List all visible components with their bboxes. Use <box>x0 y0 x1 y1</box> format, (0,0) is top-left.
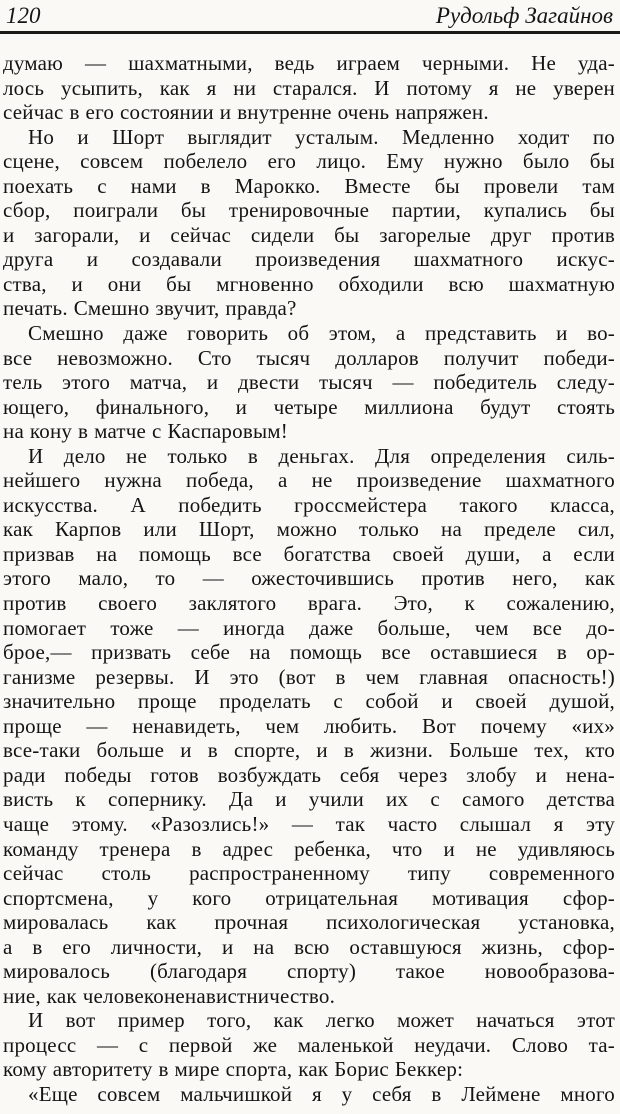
text-line: спортсмена, у кого отрицательная мотивация сфор- <box>3 885 615 910</box>
text-line: печать. Смешно звучит, правда? <box>3 296 297 321</box>
text-line: все невозможно. Сто тысяч долларов получит победи- <box>3 345 615 370</box>
text-line: И дело не только в деньгах. Для определения силь- <box>28 443 615 468</box>
text-line: нейшего нужна победа, а не произведение шахматного <box>3 468 615 493</box>
page-number: 120 <box>6 3 41 28</box>
text-line: тель этого матча, и двести тысяч — победитель следу- <box>3 370 615 395</box>
text-line: ганизме резервы. И это (вот в чем главная опасность!) <box>3 664 615 689</box>
text-line: а в его личности, и на всю оставшуюся жизнь, сфор- <box>3 934 615 959</box>
text-line: проще — ненавидеть, чем любить. Вот почему «их» <box>3 713 615 738</box>
text-line: на кону в матче с Каспаровым! <box>3 419 288 444</box>
text-line: Но и Шорт выглядит усталым. Медленно ходит по <box>28 124 615 149</box>
paragraph <box>3 1082 615 1107</box>
text-line: призвав на помощь все богатства своей души, а если <box>3 541 615 566</box>
text-line: против своего заклятого врага. Это, к сожалению, <box>3 591 615 616</box>
paragraph <box>3 321 615 444</box>
paragraph <box>3 444 615 1009</box>
text-line: сцене, совсем побелело его лицо. Ему нужно было бы <box>3 149 615 174</box>
paragraph <box>3 1008 615 1082</box>
text-line: лось усыпить, как я ни старался. И потому я не уверен <box>3 75 615 100</box>
text-line: все-таки больше и в спорте, и в жизни. Больше тех, кто <box>3 738 615 763</box>
text-line: искусства. А победить гроссмейстера такого класса, <box>3 492 615 517</box>
text-line: мировалось (благодаря спорту) такое новообразова- <box>3 959 615 984</box>
text-line: ющего, финального, и четыре миллиона будут стоять <box>3 394 615 419</box>
text-line: мировалась как прочная психологическая установка, <box>3 910 615 935</box>
text-line: сейчас в его состоянии и внутренне очень напряжен. <box>3 100 489 125</box>
text-line: «Еще совсем мальчишкой я у себя в Леймене много <box>28 1081 615 1106</box>
running-head-author: Рудольф Загайнов <box>435 3 613 28</box>
paragraph <box>3 51 615 125</box>
text-line: поехать с нами в Марокко. Вместе бы провели там <box>3 173 615 198</box>
text-line: значительно проще проделать с собой и своей душой, <box>3 689 615 714</box>
text-line: ради победы готов возбуждать себя через злобу и нена- <box>3 762 615 787</box>
paragraph <box>3 125 615 321</box>
text-line: чаще этому. «Разозлись!» — так часто слышал я эту <box>3 811 615 836</box>
text-line: Смешно даже говорить об этом, а представить и во- <box>28 321 615 346</box>
text-line: как Карпов или Шорт, можно только на пределе сил, <box>3 517 615 542</box>
text-line: кому авторитету в мире спорта, как Борис Беккер: <box>3 1057 464 1082</box>
page-body <box>0 34 620 1107</box>
text-line: процесс — с первой же маленькой неудачи. Слово та- <box>3 1032 615 1057</box>
text-line: помогает тоже — иногда даже больше, чем все до- <box>3 615 615 640</box>
text-line: этого мало, то — ожесточившись против него, как <box>3 566 615 591</box>
running-header <box>0 0 620 30</box>
text-line: команду тренера в адрес ребенка, что и не удивляюсь <box>3 836 615 861</box>
text-line: сбор, поиграли бы тренировочные партии, купались бы <box>3 198 615 223</box>
text-line: друга и создавали произведения шахматного искус- <box>3 247 615 272</box>
text-line: ства, и они бы мгновенно обходили всю шахматную <box>3 271 615 296</box>
text-line: думаю — шахматными, ведь играем черными. Не уда- <box>3 51 615 75</box>
text-line: ние, как человеконенавистничество. <box>3 983 336 1008</box>
text-line: висть к сопернику. Да и учили их с самого детства <box>3 787 615 812</box>
text-line: И вот пример того, как легко может начаться этот <box>28 1008 615 1033</box>
text-line: и загорали, и сейчас сидели бы загорелые друг против <box>3 222 615 247</box>
text-line: сейчас столь распространенному типу современного <box>3 861 615 886</box>
text-line: брое,— призвать себе на помощь все оставшиеся в ор- <box>3 640 615 665</box>
